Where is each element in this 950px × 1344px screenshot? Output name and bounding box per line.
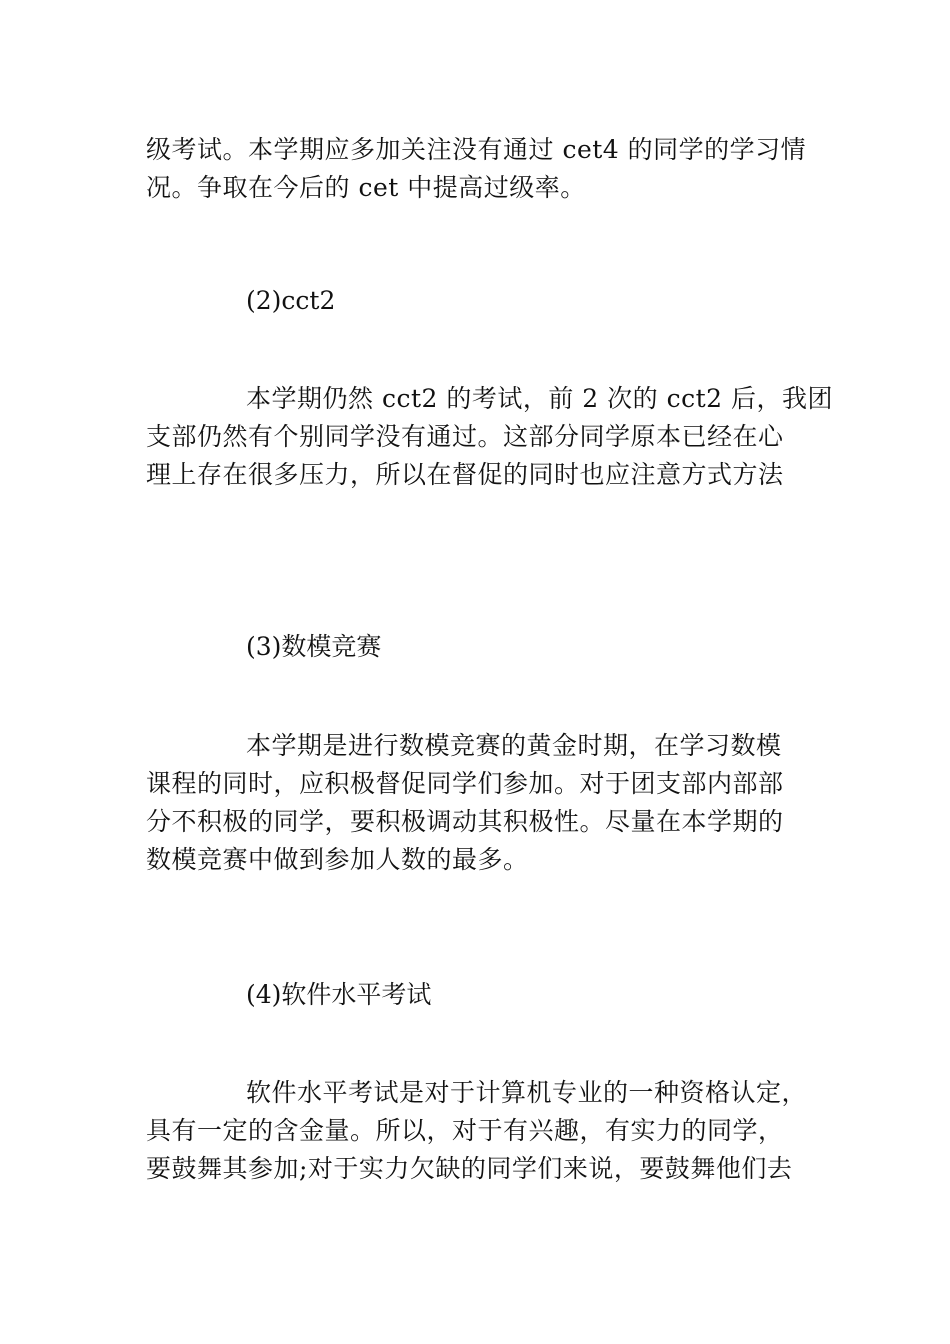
paragraph-line: 数模竞赛中做到参加人数的最多。 bbox=[146, 845, 529, 874]
paragraph-line: 软件水平考试是对于计算机专业的一种资格认定， bbox=[246, 1078, 808, 1107]
paragraph-software-exam bbox=[146, 1074, 806, 1188]
paragraph-line: 具有一定的含金量。所以，对于有兴趣，有实力的同学， bbox=[146, 1116, 784, 1145]
heading-software-exam: (4)软件水平考试 bbox=[246, 980, 432, 1009]
paragraph-line: 要鼓舞其参加;对于实力欠缺的同学们来说，要鼓舞他们去 bbox=[146, 1154, 793, 1183]
heading-cct2: (2)cct2 bbox=[246, 286, 336, 315]
paragraph-line: 级考试。本学期应多加关注没有通过 cet4 的同学的学习情 bbox=[146, 135, 807, 164]
paragraph-math-modeling bbox=[146, 727, 806, 879]
paragraph-line: 支部仍然有个别同学没有通过。这部分同学原本已经在心 bbox=[146, 422, 784, 451]
paragraph-line: 本学期是进行数模竞赛的黄金时期，在学习数模 bbox=[246, 731, 782, 760]
paragraph-cet bbox=[146, 131, 806, 207]
paragraph-line: 课程的同时，应积极督促同学们参加。对于团支部内部部 bbox=[146, 769, 784, 798]
heading-math-modeling: (3)数模竞赛 bbox=[246, 632, 382, 661]
paragraph-line: 分不积极的同学，要积极调动其积极性。尽量在本学期的 bbox=[146, 807, 784, 836]
paragraph-line: 理上存在很多压力，所以在督促的同时也应注意方式方法 bbox=[146, 460, 784, 489]
paragraph-line: 况。争取在今后的 cet 中提高过级率。 bbox=[146, 173, 586, 202]
paragraph-line: 本学期仍然 cct2 的考试，前 2 次的 cct2 后，我团 bbox=[246, 384, 833, 413]
paragraph-cct2 bbox=[146, 380, 833, 494]
